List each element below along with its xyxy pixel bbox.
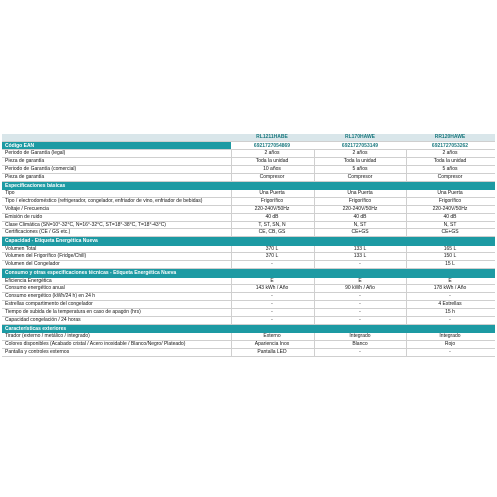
table-row (2, 150, 495, 158)
column-divider (231, 301, 232, 308)
column-divider (231, 206, 232, 213)
table-row (2, 349, 495, 357)
table-row (2, 206, 495, 214)
row-label: Voltaje / Frecuencia (5, 205, 49, 212)
section-title: Especificaciones básicas (5, 182, 66, 189)
column-divider (231, 166, 232, 173)
row-value-1: Compresor (259, 173, 285, 180)
spec-sheet (2, 134, 495, 357)
model-header-row (2, 134, 495, 142)
column-divider (314, 301, 315, 308)
ean-label: Código EAN (2, 142, 231, 149)
table-row (2, 158, 495, 166)
row-value-1: Apariencia Inox (254, 340, 290, 347)
column-divider (406, 261, 407, 268)
column-divider (406, 222, 407, 229)
model-name-1: RL1211HABE (256, 134, 288, 140)
table-row (2, 261, 495, 269)
row-label: Consumo energético (kWh/24 h) en 24 h (5, 293, 96, 300)
table-row (2, 190, 495, 198)
table-row (2, 253, 495, 261)
column-divider (314, 246, 315, 253)
section-title: Consumo y otras especificaciones técnicas - Etiqueta Energética Nueva (5, 270, 177, 277)
column-divider (314, 317, 315, 324)
row-value-1: - (271, 261, 273, 268)
row-value-1: 10 años (263, 166, 281, 173)
row-value-1: Pantalla LED (257, 348, 287, 355)
column-divider (406, 246, 407, 253)
row-value-3: Toda la unidad (433, 158, 467, 165)
row-value-3: 40 dB (443, 213, 457, 220)
row-value-1: Una Puerta (259, 190, 285, 197)
row-value-3: 15 h (445, 308, 455, 315)
row-value-3: 220-240V/50Hz (432, 205, 468, 212)
row-value-3: - (449, 316, 451, 323)
column-divider (231, 222, 232, 229)
column-divider (231, 150, 232, 157)
section-header (2, 182, 495, 190)
row-value-1: T, ST, SN, N (258, 221, 286, 228)
column-divider (314, 341, 315, 348)
column-divider (314, 198, 315, 205)
column-divider (314, 261, 315, 268)
table-row (2, 174, 495, 182)
section-header (2, 269, 495, 277)
column-divider (231, 309, 232, 316)
column-divider (406, 301, 407, 308)
spec-groups (2, 150, 495, 356)
column-divider (406, 150, 407, 157)
column-divider (406, 253, 407, 260)
model-header-label (5, 134, 230, 141)
row-value-2: 220-240V/50Hz (342, 205, 378, 212)
row-label: Colores disponibles (Acabado cristal / Acero inoxidable / Blanco/Negro/ Plateado) (5, 340, 186, 347)
row-label: Certificaciones (CE / GS etc.) (5, 229, 71, 236)
column-divider (314, 150, 315, 157)
row-label: Tiempo de subida de la temperatura en caso de apagón (hrs) (5, 308, 141, 315)
row-value-3: Frigorífico (438, 198, 462, 204)
column-divider (406, 190, 407, 197)
table-row (2, 166, 495, 174)
table-row (2, 301, 495, 309)
column-divider (231, 229, 232, 236)
column-divider (406, 198, 407, 205)
row-label: Pieza de garantía (5, 158, 45, 165)
row-label: Clase Climática (SN=10°-32°C, N=16°-32°C, ST=18°-38°C, T=18°-43°C) (5, 221, 166, 228)
column-divider (231, 349, 232, 356)
row-value-1: 370 L (265, 253, 279, 260)
model-name-3: RR120HAWE (434, 134, 466, 140)
row-value-1: 143 kWh / Año (255, 285, 289, 292)
row-value-2: 133 L (353, 245, 367, 252)
column-divider (314, 229, 315, 236)
column-divider (231, 261, 232, 268)
column-divider (406, 333, 407, 340)
row-label: Pieza de garantía (5, 173, 45, 180)
row-label: Volumen del Frigorífico (Fridge/Chill) (5, 253, 87, 260)
column-divider (231, 278, 232, 285)
column-divider (314, 333, 315, 340)
row-value-1: Externo (263, 332, 281, 339)
row-value-2: Blanco (352, 340, 368, 347)
column-divider (314, 214, 315, 221)
model-name-2: RL170HAWE (344, 134, 375, 140)
table-row (2, 317, 495, 325)
row-value-2: - (359, 348, 361, 355)
row-value-3: - (449, 348, 451, 355)
column-divider (406, 174, 407, 181)
row-value-1: - (271, 293, 273, 300)
row-label: Periodo de Garantía (comercial) (5, 166, 77, 173)
column-divider (231, 190, 232, 197)
row-label: Emisión de ruido (5, 213, 43, 220)
row-value-2: 2 años (352, 150, 368, 157)
column-divider (314, 285, 315, 292)
column-divider (231, 333, 232, 340)
row-value-3: Integrado (439, 332, 461, 339)
row-value-2: Integrado (349, 332, 371, 339)
section-header (2, 237, 495, 245)
row-label: Tipo / electrodoméstico (refrigerador, congelador, enfriador de vino, enfriador de bebidas) (5, 198, 203, 204)
row-value-2: 90 kWh / Año (345, 285, 375, 292)
row-value-1: E (270, 277, 274, 284)
column-divider (314, 278, 315, 285)
row-value-3: Una Puerta (437, 190, 463, 197)
column-divider (406, 158, 407, 165)
row-label: Pantalla y controles externos (5, 348, 70, 355)
table-row (2, 214, 495, 222)
row-value-3: 2 años (442, 150, 458, 157)
row-value-3: Compresor (437, 173, 463, 180)
row-value-3: - (449, 293, 451, 300)
row-label: Estrellas compartimento del congelador (5, 301, 93, 308)
row-value-3: 165 L (443, 245, 457, 252)
table-row (2, 341, 495, 349)
row-value-2: 133 L (353, 253, 367, 260)
column-divider (406, 349, 407, 356)
row-value-2: Una Puerta (347, 190, 373, 197)
column-divider (314, 166, 315, 173)
row-value-2: E (358, 277, 362, 284)
row-value-2: - (359, 308, 361, 315)
row-value-2: - (359, 293, 361, 300)
column-divider (231, 198, 232, 205)
column-divider (406, 317, 407, 324)
table-row (2, 333, 495, 341)
row-value-2: N, ST (353, 221, 367, 228)
column-divider (314, 206, 315, 213)
row-value-1: 370 L (265, 245, 279, 252)
row-value-3: 15 L (445, 261, 455, 268)
column-divider (231, 158, 232, 165)
table-row (2, 278, 495, 286)
row-value-2: Toda la unidad (343, 158, 377, 165)
column-divider (231, 246, 232, 253)
column-divider (231, 317, 232, 324)
row-value-3: 178 kWh / Año (433, 285, 467, 292)
column-divider (406, 309, 407, 316)
row-value-1: 2 años (264, 150, 280, 157)
section-title: Características exteriores (5, 325, 67, 332)
table-row (2, 309, 495, 317)
row-label: Tipo (5, 190, 15, 197)
ean-value-2: 6921727053149 (341, 143, 379, 149)
column-divider (406, 285, 407, 292)
row-value-1: - (271, 301, 273, 308)
column-divider (406, 206, 407, 213)
ean-value-3: 6921727053262 (431, 143, 469, 149)
column-divider (314, 174, 315, 181)
row-value-3: Rojo (444, 340, 456, 347)
column-divider (406, 214, 407, 221)
column-divider (406, 166, 407, 173)
column-divider (406, 293, 407, 300)
column-divider (231, 174, 232, 181)
row-value-1: Toda la unidad (255, 158, 289, 165)
row-value-1: Frigorífico (260, 198, 284, 204)
row-value-2: Compresor (347, 173, 373, 180)
table-row (2, 246, 495, 254)
row-value-1: 220-240V/50Hz (254, 205, 290, 212)
ean-row (2, 142, 495, 150)
row-value-2: CE+GS (351, 229, 369, 236)
row-value-3: 5 años (442, 166, 458, 173)
row-value-2: 5 años (352, 166, 368, 173)
row-label: Eficiencia Energética (5, 277, 52, 284)
row-value-1: 40 dB (265, 213, 279, 220)
column-divider (314, 309, 315, 316)
column-divider (231, 253, 232, 260)
row-value-2: Frigorífico (348, 198, 372, 204)
row-value-2: 40 dB (353, 213, 367, 220)
row-value-3: N, ST (443, 221, 457, 228)
row-label: Volumen Total (5, 245, 37, 252)
column-divider (314, 222, 315, 229)
row-label: Consumo energético anual (5, 285, 65, 292)
column-divider (231, 285, 232, 292)
table-row (2, 222, 495, 230)
row-label: Periodo de Garantía (legal) (5, 150, 66, 157)
column-divider (314, 253, 315, 260)
column-divider (231, 214, 232, 221)
row-value-3: 150 L (443, 253, 457, 260)
row-value-2: - (359, 261, 361, 268)
row-value-1: - (271, 308, 273, 315)
row-value-2: - (359, 301, 361, 308)
row-label: Capacidad congelación / 24 horas (5, 316, 81, 323)
table-row (2, 229, 495, 237)
row-value-3: E (448, 277, 452, 284)
column-divider (231, 293, 232, 300)
row-value-3: 4 Estrellas (438, 301, 462, 308)
row-value-2: - (359, 316, 361, 323)
table-row (2, 293, 495, 301)
row-value-3: CE+GS (441, 229, 459, 236)
row-value-1: CE, CB, GS (258, 229, 286, 236)
column-divider (314, 293, 315, 300)
ean-value-1: 6921727054869 (253, 143, 291, 149)
column-divider (314, 158, 315, 165)
column-divider (314, 190, 315, 197)
table-row (2, 285, 495, 293)
row-label: Tirador (externo / metálico / integrado) (5, 332, 90, 339)
column-divider (406, 278, 407, 285)
section-title: Capacidad - Etiqueta Energética Nueva (5, 238, 98, 245)
table-row (2, 198, 495, 206)
column-divider (314, 349, 315, 356)
section-header (2, 325, 495, 333)
column-divider (406, 229, 407, 236)
row-value-1: - (271, 316, 273, 323)
column-divider (406, 341, 407, 348)
row-label: Volumen del Congelador (5, 261, 60, 268)
column-divider (231, 341, 232, 348)
